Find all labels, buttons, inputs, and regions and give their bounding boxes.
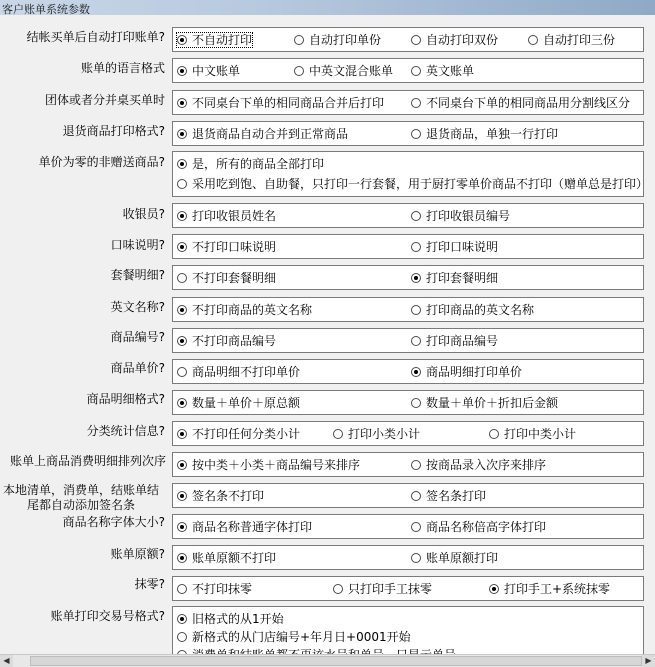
radio-icon bbox=[411, 367, 421, 377]
radio-icon bbox=[411, 129, 421, 139]
language-option-english[interactable]: 英文账单 bbox=[411, 64, 474, 78]
radio-icon bbox=[177, 491, 187, 501]
radio-icon bbox=[411, 273, 421, 283]
setting-group-return-format bbox=[172, 121, 644, 146]
radio-icon bbox=[411, 398, 421, 408]
setting-label-set-meal: 套餐明细? bbox=[110, 268, 165, 282]
setting-group-auto-print bbox=[172, 27, 644, 52]
setting-label-return-format: 退货商品打印格式? bbox=[62, 124, 165, 138]
setting-label-font-size: 商品名称字体大小? bbox=[62, 515, 165, 529]
radio-icon bbox=[177, 66, 187, 76]
radio-icon bbox=[177, 35, 187, 45]
setting-group-item-code bbox=[172, 328, 644, 353]
radio-icon bbox=[177, 273, 187, 283]
radio-icon bbox=[411, 211, 421, 221]
font-size-option-normal[interactable]: 商品名称普通字体打印 bbox=[177, 520, 312, 534]
setting-group-set-meal bbox=[172, 265, 644, 290]
radio-icon bbox=[177, 584, 187, 594]
radio-icon bbox=[177, 336, 187, 346]
radio-icon bbox=[177, 632, 187, 642]
radio-icon bbox=[177, 367, 187, 377]
category-stats-option-none[interactable]: 不打印任何分类小计 bbox=[177, 427, 300, 441]
cashier-option-name[interactable]: 打印收银员姓名 bbox=[177, 209, 276, 223]
set-meal-option-print[interactable]: 打印套餐明细 bbox=[411, 271, 498, 285]
setting-label-transaction-format: 账单打印交易号格式? bbox=[50, 609, 165, 623]
return-format-option-separate[interactable]: 退货商品，单独一行打印 bbox=[411, 127, 558, 141]
setting-label-cashier: 收银员? bbox=[122, 207, 165, 221]
transaction-format-option-old[interactable]: 旧格式的从1开始 bbox=[177, 612, 284, 626]
detail-format-option-discounted[interactable]: 数量＋单价＋折扣后金额 bbox=[411, 396, 558, 410]
rounding-option-manual[interactable]: 只打印手工抹零 bbox=[333, 582, 432, 596]
setting-group-group-table bbox=[172, 90, 644, 115]
radio-icon bbox=[489, 429, 499, 439]
setting-group-zero-price bbox=[172, 151, 649, 197]
radio-icon bbox=[411, 242, 421, 252]
auto-print-option-single[interactable]: 自动打印单份 bbox=[294, 33, 381, 47]
transaction-format-option-new[interactable]: 新格式的从门店编号+年月日+0001开始 bbox=[177, 630, 411, 644]
english-name-option-print[interactable]: 打印商品的英文名称 bbox=[411, 303, 534, 317]
unit-price-option-print[interactable]: 商品明细打印单价 bbox=[411, 365, 522, 379]
radio-icon bbox=[411, 35, 421, 45]
window-title: 客户账单系统参数 bbox=[2, 3, 90, 16]
setting-group-sort-order bbox=[172, 452, 644, 477]
settings-panel bbox=[0, 15, 655, 654]
scroll-thumb[interactable] bbox=[30, 656, 642, 666]
radio-icon bbox=[411, 522, 421, 532]
radio-icon bbox=[333, 584, 343, 594]
setting-group-detail-format bbox=[172, 390, 644, 415]
category-stats-option-midcategory[interactable]: 打印中类小计 bbox=[489, 427, 576, 441]
setting-label-category-stats: 分类统计信息? bbox=[86, 424, 165, 438]
radio-icon bbox=[177, 159, 187, 169]
setting-label-group-table: 团体或者分并桌买单时 bbox=[44, 93, 165, 107]
radio-icon bbox=[177, 305, 187, 315]
setting-group-cashier bbox=[172, 203, 644, 228]
title-bar bbox=[0, 0, 655, 15]
setting-group-rounding bbox=[172, 576, 644, 601]
unit-price-option-no-print[interactable]: 商品明细不打印单价 bbox=[177, 365, 300, 379]
radio-icon bbox=[528, 35, 538, 45]
sort-order-option-category[interactable]: 按中类＋小类＋商品编号来排序 bbox=[177, 458, 360, 472]
radio-icon bbox=[177, 398, 187, 408]
setting-label-zero-price: 单价为零的非赠送商品? bbox=[38, 155, 165, 169]
item-code-option-no-print[interactable]: 不打印商品编号 bbox=[177, 334, 276, 348]
taste-option-no-print[interactable]: 不打印口味说明 bbox=[177, 240, 276, 254]
radio-icon bbox=[294, 35, 304, 45]
setting-group-signature bbox=[172, 483, 644, 508]
radio-icon bbox=[411, 305, 421, 315]
zero-price-option-print-all[interactable]: 是，所有的商品全部打印 bbox=[177, 157, 324, 171]
setting-label-signature: 本地清单，消费单，结账单结尾都自动添加签名条 bbox=[2, 483, 159, 512]
setting-label-item-code: 商品编号? bbox=[110, 330, 165, 344]
scroll-right-arrow-icon[interactable]: ▶ bbox=[642, 655, 655, 667]
signature-option-print[interactable]: 签名条打印 bbox=[411, 489, 486, 503]
auto-print-option-triple[interactable]: 自动打印三份 bbox=[528, 33, 615, 47]
radio-icon bbox=[411, 553, 421, 563]
original-amount-option-print[interactable]: 账单原额打印 bbox=[411, 551, 498, 565]
setting-group-font-size bbox=[172, 514, 644, 539]
cashier-option-number[interactable]: 打印收银员编号 bbox=[411, 209, 510, 223]
language-option-chinese[interactable]: 中文账单 bbox=[177, 64, 240, 78]
return-format-option-merge[interactable]: 退货商品自动合并到正常商品 bbox=[177, 127, 348, 141]
font-size-option-double-height[interactable]: 商品名称倍高字体打印 bbox=[411, 520, 546, 534]
rounding-option-manual-system[interactable]: 打印手工+系统抹零 bbox=[489, 582, 610, 596]
horizontal-scrollbar[interactable] bbox=[0, 654, 655, 667]
radio-icon bbox=[177, 522, 187, 532]
setting-group-language bbox=[172, 58, 644, 83]
category-stats-option-subcategory[interactable]: 打印小类小计 bbox=[333, 427, 420, 441]
radio-icon bbox=[177, 211, 187, 221]
radio-icon bbox=[294, 66, 304, 76]
radio-icon bbox=[177, 553, 187, 563]
signature-option-no-print[interactable]: 签名条不打印 bbox=[177, 489, 264, 503]
setting-label-detail-format: 商品明细格式? bbox=[86, 392, 165, 406]
language-option-mixed[interactable]: 中英文混合账单 bbox=[294, 64, 393, 78]
group-table-option-merge[interactable]: 不同桌台下单的相同商品合并后打印 bbox=[177, 96, 384, 110]
radio-icon bbox=[411, 460, 421, 470]
setting-group-unit-price bbox=[172, 359, 644, 384]
auto-print-option-double[interactable]: 自动打印双份 bbox=[411, 33, 498, 47]
radio-icon bbox=[411, 98, 421, 108]
radio-icon bbox=[177, 242, 187, 252]
radio-icon bbox=[411, 491, 421, 501]
setting-label-auto-print: 结帐买单后自动打印账单? bbox=[26, 30, 165, 44]
radio-icon bbox=[177, 129, 187, 139]
zero-price-option-buffet[interactable]: 采用吃到饱、自助餐，只打印一行套餐，用于厨打零单价商品不打印（赠单总是打印） bbox=[177, 177, 648, 191]
setting-group-taste bbox=[172, 234, 644, 259]
radio-icon bbox=[411, 336, 421, 346]
sort-order-option-entry[interactable]: 按商品录入次序来排序 bbox=[411, 458, 546, 472]
setting-label-original-amount: 账单原额? bbox=[110, 547, 165, 561]
taste-option-print[interactable]: 打印口味说明 bbox=[411, 240, 498, 254]
radio-icon bbox=[333, 429, 343, 439]
radio-icon bbox=[177, 614, 187, 624]
radio-icon bbox=[489, 584, 499, 594]
group-table-option-divider[interactable]: 不同桌台下单的相同商品用分割线区分 bbox=[411, 96, 630, 110]
item-code-option-print[interactable]: 打印商品编号 bbox=[411, 334, 498, 348]
setting-label-rounding: 抹零? bbox=[134, 577, 165, 591]
radio-icon bbox=[411, 66, 421, 76]
setting-group-english-name bbox=[172, 297, 644, 322]
setting-label-unit-price: 商品单价? bbox=[110, 361, 165, 375]
set-meal-option-no-print[interactable]: 不打印套餐明细 bbox=[177, 271, 276, 285]
radio-icon bbox=[177, 460, 187, 470]
original-amount-option-no-print[interactable]: 账单原额不打印 bbox=[177, 551, 276, 565]
detail-format-option-original[interactable]: 数量＋单价＋原总额 bbox=[177, 396, 300, 410]
setting-label-taste: 口味说明? bbox=[110, 238, 165, 252]
setting-group-category-stats bbox=[172, 421, 644, 446]
radio-icon bbox=[177, 98, 187, 108]
radio-icon bbox=[177, 429, 187, 439]
setting-group-original-amount bbox=[172, 545, 644, 570]
rounding-option-no-print[interactable]: 不打印抹零 bbox=[177, 582, 252, 596]
english-name-option-no-print[interactable]: 不打印商品的英文名称 bbox=[177, 303, 312, 317]
setting-label-english-name: 英文名称? bbox=[110, 300, 165, 314]
auto-print-option-none[interactable]: 不自动打印 bbox=[177, 33, 252, 47]
scroll-left-arrow-icon[interactable]: ◀ bbox=[0, 655, 13, 667]
radio-icon bbox=[177, 179, 187, 189]
setting-label-language: 账单的语言格式 bbox=[80, 61, 165, 75]
setting-label-sort-order: 账单上商品消费明细排列次序 bbox=[9, 454, 166, 468]
